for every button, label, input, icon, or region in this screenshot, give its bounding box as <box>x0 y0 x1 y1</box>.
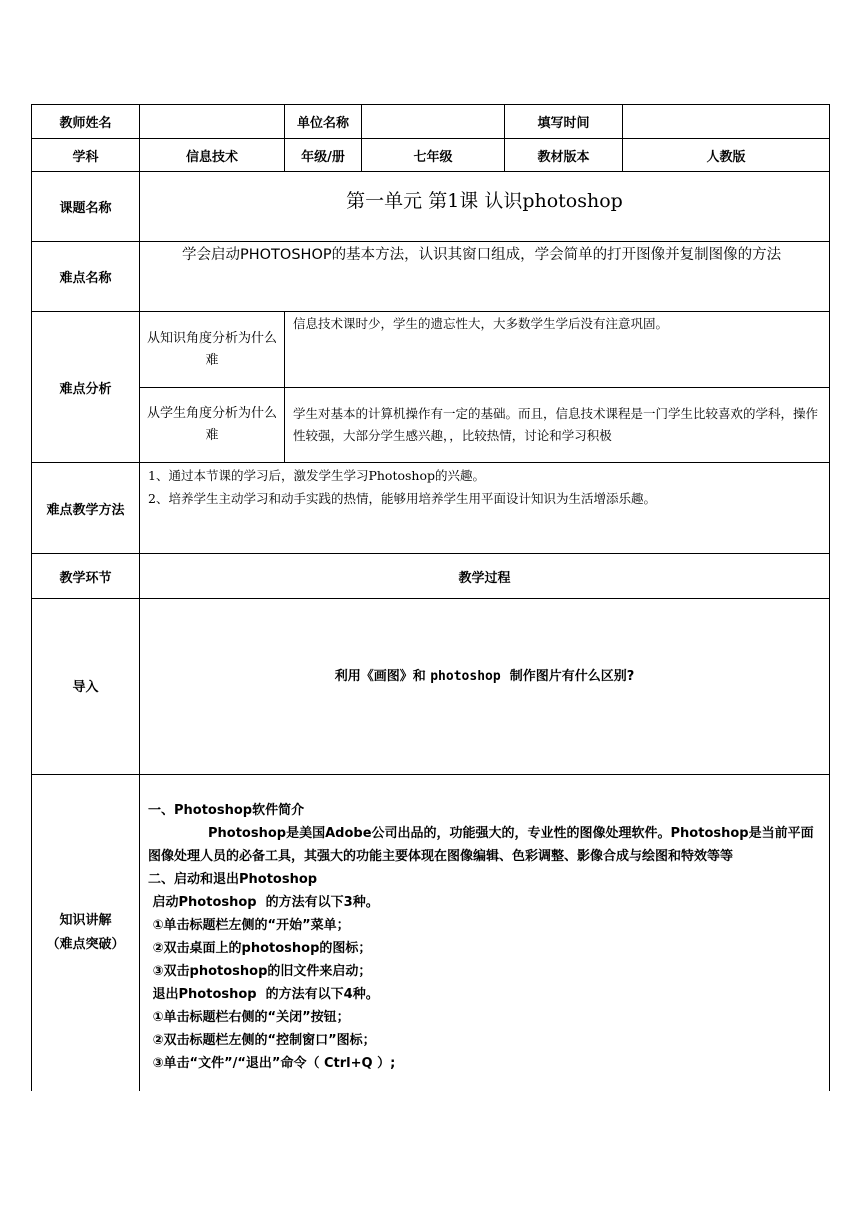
grade-value: 七年级 <box>362 139 505 172</box>
process-label: 教学过程 <box>140 554 830 599</box>
knowledge-label-line2: （难点突破） <box>46 936 125 952</box>
intro-label: 导入 <box>32 599 140 775</box>
subject-label: 学科 <box>32 139 140 172</box>
intro-question-part2: 制作图片有什么区别? <box>500 668 635 684</box>
start-method-item: ①单击标题栏左侧的“开始”菜单； <box>148 918 350 933</box>
lesson-title: 第一单元 第1课 认识photoshop <box>140 172 830 242</box>
lesson-plan-sheet <box>31 104 829 1091</box>
difficulty-label: 难点名称 <box>32 242 140 312</box>
methods-row <box>32 463 830 554</box>
subject-value: 信息技术 <box>140 139 285 172</box>
section2-title: 二、启动和退出Photoshop <box>148 872 318 887</box>
process-header-row <box>32 554 830 599</box>
section1-title: 一、Photoshop软件简介 <box>148 803 305 818</box>
start-method-item: ②双击桌面上的photoshop的图标； <box>148 941 372 956</box>
start-methods-intro: 启动Photoshop 的方法有以下3种。 <box>148 895 379 910</box>
knowledge-label-line1: 知识讲解 <box>59 912 112 928</box>
header-row-1 <box>32 105 830 139</box>
knowledge-row <box>32 775 830 1091</box>
intro-row <box>32 599 830 775</box>
fill-date-label: 填写时间 <box>505 105 623 139</box>
unit-name-value <box>362 105 505 139</box>
lesson-title-row <box>32 172 830 242</box>
knowledge-content <box>140 775 830 1091</box>
student-angle-label: 从学生角度分析为什么难 <box>140 388 285 463</box>
exit-method-item: ③单击“文件”/“退出”命令（ Ctrl+Q ）; <box>148 1056 396 1071</box>
knowledge-angle-text: 信息技术课时少，学生的遗忘性大，大多数学生学后没有注意巩固。 <box>285 312 830 388</box>
exit-method-item: ①单击标题栏右侧的“关闭”按钮； <box>148 1010 350 1025</box>
header-row-2 <box>32 139 830 172</box>
teacher-name-label: 教师姓名 <box>32 105 140 139</box>
method-item: 2、培养学生主动学习和动手实践的热情，能够用培养学生用平面设计知识为生活增添乐趣。 <box>148 491 656 506</box>
analysis-label: 难点分析 <box>32 312 140 463</box>
edition-label: 教材版本 <box>505 139 623 172</box>
difficulty-row <box>32 242 830 312</box>
method-item: 1、通过本节课的学习后，激发学生学习Photoshop的兴趣。 <box>148 468 485 483</box>
exit-method-item: ②双击标题栏左侧的“控制窗口”图标； <box>148 1033 376 1048</box>
fill-date-value <box>623 105 830 139</box>
teacher-name-value <box>140 105 285 139</box>
unit-name-label: 单位名称 <box>285 105 362 139</box>
section1-paragraph: Photoshop是美国Adobe公司出品的，功能强大的，专业性的图像处理软件。Photoshop是当前平面图像处理人员的必备工具，其强大的功能主要体现在图像编辑、色彩调整、影像合成与绘图和特效等等 <box>148 826 814 864</box>
analysis-row-knowledge <box>32 312 830 388</box>
grade-label: 年级/册 <box>285 139 362 172</box>
intro-question-part1: 利用《画图》和 <box>334 668 431 684</box>
lesson-title-label: 课题名称 <box>32 172 140 242</box>
knowledge-angle-label: 从知识角度分析为什么难 <box>140 312 285 388</box>
lesson-plan-table <box>31 104 830 1091</box>
difficulty-text: 学会启动PHOTOSHOP的基本方法，认识其窗口组成，学会简单的打开图像并复制图像的方法 <box>140 242 830 312</box>
start-method-item: ③双击photoshop的旧文件来启动； <box>148 964 372 979</box>
student-angle-text: 学生对基本的计算机操作有一定的基础。而且，信息技术课程是一门学生比较喜欢的学科，操作性较强，大部分学生感兴趣，，比较热情，讨论和学习积极 <box>285 388 830 463</box>
methods-list <box>140 463 830 554</box>
edition-value: 人教版 <box>623 139 830 172</box>
exit-methods-intro: 退出Photoshop 的方法有以下4种。 <box>148 987 379 1002</box>
analysis-row-student <box>32 388 830 463</box>
stage-label: 教学环节 <box>32 554 140 599</box>
knowledge-label <box>32 775 140 1091</box>
intro-question <box>140 599 830 775</box>
methods-label: 难点教学方法 <box>32 463 140 554</box>
intro-question-app: photoshop <box>430 668 501 684</box>
